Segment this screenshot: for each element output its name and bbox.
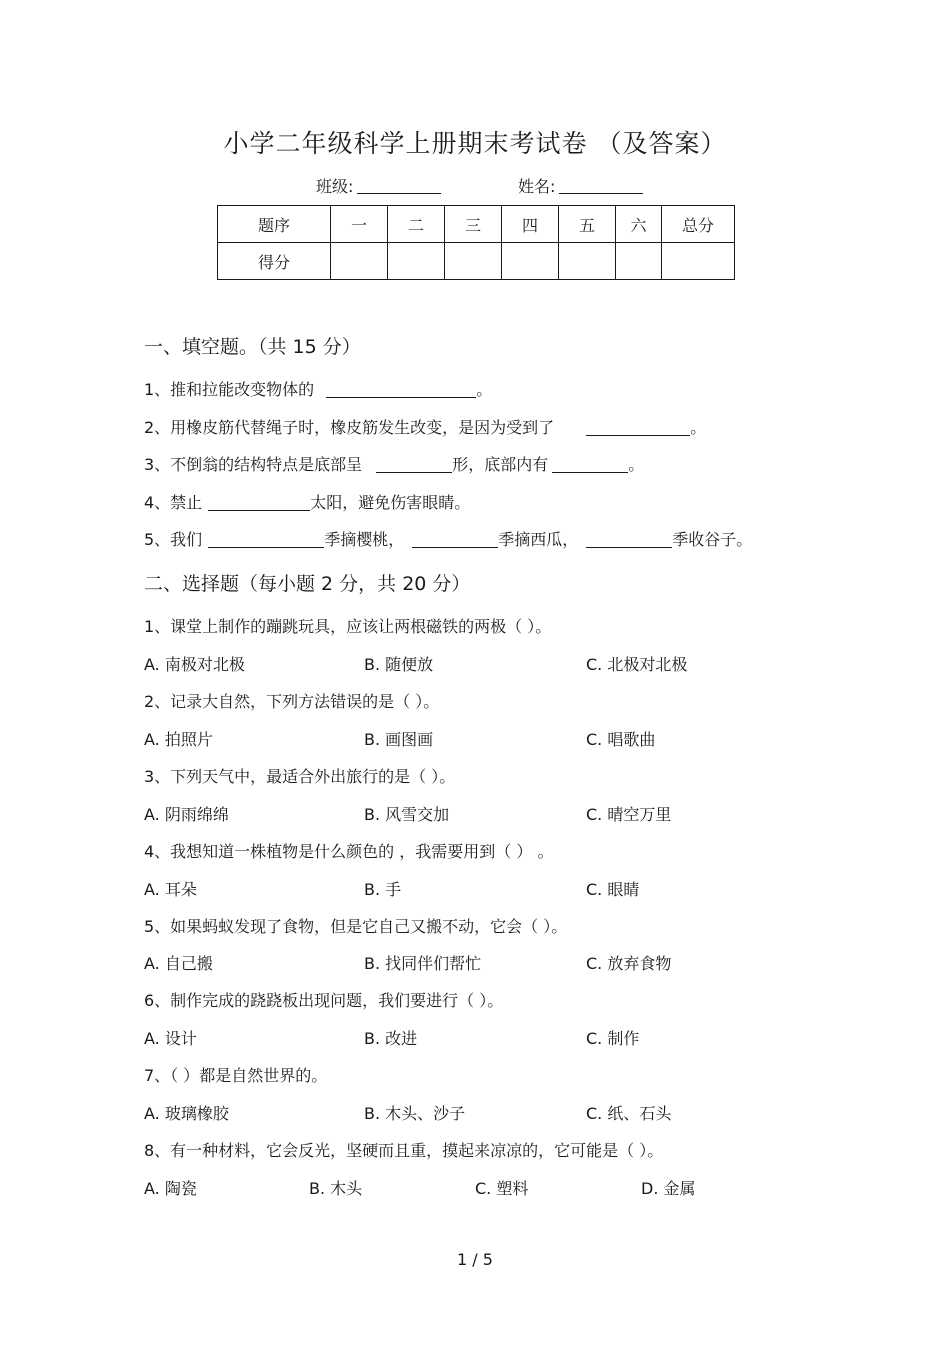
question-text: 形，底部内有: [452, 455, 549, 474]
section-2-title: 二、选择题（每小题 2 分，共 20 分）: [144, 573, 471, 595]
fill-question-5: [144, 527, 752, 550]
answer-blank[interactable]: [376, 456, 452, 473]
option-c[interactable]: C. 晴空万里: [586, 805, 672, 824]
option-c[interactable]: C. 北极对北极: [586, 655, 688, 674]
answer-blank[interactable]: [412, 531, 498, 548]
answer-blank[interactable]: [586, 419, 690, 436]
score-cell[interactable]: [662, 243, 735, 280]
question-text: 季收谷子。: [672, 530, 753, 549]
option-c[interactable]: C. 眼睛: [586, 880, 640, 899]
choice-question-7: 7、（ ）都是自然世界的。: [144, 1066, 328, 1085]
question-text: 季摘西瓜，: [498, 530, 579, 549]
score-cell[interactable]: [331, 243, 388, 280]
score-header-cell: 二: [388, 206, 445, 243]
fill-question-3: [144, 452, 644, 475]
fill-question-2: [144, 415, 706, 438]
page-number: 1 / 5: [457, 1250, 493, 1269]
page-title: 小学二年级科学上册期末考试卷 （及答案）: [223, 129, 727, 158]
question-text: 5、我们: [144, 530, 203, 549]
option-a[interactable]: A. 设计: [144, 1029, 197, 1048]
name-label: 姓名:: [518, 177, 556, 196]
option-b[interactable]: B. 找同伴们帮忙: [364, 954, 482, 973]
option-a[interactable]: A. 南极对北极: [144, 655, 245, 674]
score-cell[interactable]: [445, 243, 502, 280]
option-b[interactable]: B. 画图画: [364, 730, 434, 749]
question-text: 。: [476, 380, 493, 399]
score-header-cell: 六: [616, 206, 662, 243]
fill-question-4: [144, 490, 470, 513]
answer-blank[interactable]: [586, 531, 672, 548]
class-label: 班级:: [316, 177, 354, 196]
option-b[interactable]: B. 木头: [309, 1179, 363, 1198]
score-cell[interactable]: [616, 243, 662, 280]
choice-question-8: 8、有一种材料，它会反光，坚硬而且重，摸起来凉凉的，它可能是（ ）。: [144, 1141, 664, 1160]
option-c[interactable]: C. 唱歌曲: [586, 730, 656, 749]
score-cell[interactable]: [502, 243, 559, 280]
question-text: 2、用橡皮筋代替绳子时，橡皮筋发生改变，是因为受到了: [144, 418, 555, 437]
question-text: 季摘樱桃，: [324, 530, 405, 549]
question-text: 。: [690, 418, 707, 437]
answer-blank[interactable]: [208, 531, 324, 548]
score-cell[interactable]: [559, 243, 616, 280]
option-b[interactable]: B. 手: [364, 880, 402, 899]
option-a[interactable]: A. 阴雨绵绵: [144, 805, 229, 824]
name-field[interactable]: [518, 174, 643, 197]
choice-question-3: 3、下列天气中，最适合外出旅行的是（ ）。: [144, 767, 456, 786]
answer-blank[interactable]: [552, 456, 628, 473]
class-field[interactable]: [316, 174, 441, 197]
choice-question-5: 5、如果蚂蚁发现了食物，但是它自己又搬不动，它会（ ）。: [144, 917, 568, 936]
question-text: 。: [628, 455, 645, 474]
score-table: [217, 205, 735, 280]
option-c[interactable]: C. 纸、石头: [586, 1104, 672, 1123]
question-text: 太阳，避免伤害眼睛。: [310, 493, 471, 512]
option-a[interactable]: A. 玻璃橡胶: [144, 1104, 229, 1123]
question-text: 4、禁止: [144, 493, 203, 512]
option-a[interactable]: A. 陶瓷: [144, 1179, 197, 1198]
option-b[interactable]: B. 风雪交加: [364, 805, 450, 824]
class-underline: [357, 177, 441, 194]
answer-blank[interactable]: [326, 381, 476, 398]
option-b[interactable]: B. 木头、沙子: [364, 1104, 466, 1123]
option-a[interactable]: A. 拍照片: [144, 730, 213, 749]
score-header-cell: 三: [445, 206, 502, 243]
answer-blank[interactable]: [208, 494, 310, 511]
option-c[interactable]: C. 制作: [586, 1029, 640, 1048]
option-c[interactable]: C. 塑料: [475, 1179, 529, 1198]
score-table-header-row: [218, 206, 735, 243]
name-underline: [559, 177, 643, 194]
score-row-label: 得分: [218, 243, 331, 280]
option-b[interactable]: B. 改进: [364, 1029, 418, 1048]
option-b[interactable]: B. 随便放: [364, 655, 434, 674]
score-header-cell: 题序: [218, 206, 331, 243]
score-header-cell: 一: [331, 206, 388, 243]
choice-question-4: 4、我想知道一株植物是什么颜色的 ，我需要用到（ ） 。: [144, 842, 554, 861]
option-a[interactable]: A. 自己搬: [144, 954, 213, 973]
score-header-cell: 五: [559, 206, 616, 243]
option-c[interactable]: C. 放弃食物: [586, 954, 672, 973]
score-table-score-row: [218, 243, 735, 280]
question-text: 3、不倒翁的结构特点是底部呈: [144, 455, 363, 474]
question-text: 1、推和拉能改变物体的: [144, 380, 315, 399]
choice-question-1: 1、课堂上制作的蹦跳玩具，应该让两根磁铁的两极（ ）。: [144, 617, 552, 636]
option-d[interactable]: D. 金属: [641, 1179, 696, 1198]
option-a[interactable]: A. 耳朵: [144, 880, 197, 899]
choice-question-6: 6、制作完成的跷跷板出现问题，我们要进行（ ）。: [144, 991, 504, 1010]
score-header-cell: 总分: [662, 206, 735, 243]
score-header-cell: 四: [502, 206, 559, 243]
score-cell[interactable]: [388, 243, 445, 280]
choice-question-2: 2、记录大自然，下列方法错误的是（ ）。: [144, 692, 440, 711]
section-1-title: 一、填空题。（共 15 分）: [144, 336, 361, 358]
fill-question-1: [144, 377, 492, 400]
